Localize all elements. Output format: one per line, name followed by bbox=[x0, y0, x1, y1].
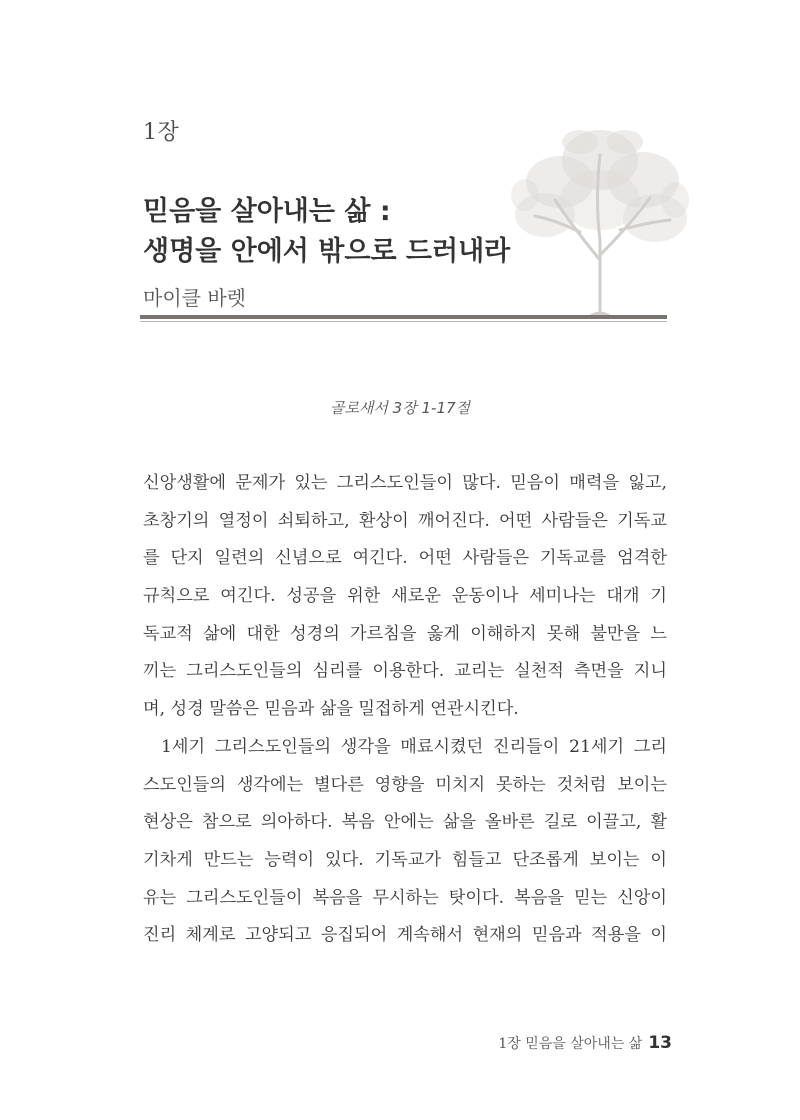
title-line-1: 믿음을 살아내는 삶 : bbox=[143, 196, 391, 227]
chapter-title bbox=[143, 192, 663, 272]
running-title: 1장 믿음을 살아내는 삶 bbox=[498, 1036, 643, 1052]
scripture-reference: 골로새서 3장 1-17절 bbox=[329, 399, 471, 417]
text-line: 규칙으로 여긴다. 성공을 위한 새로운 운동이나 세미나는 대개 기 bbox=[143, 586, 667, 607]
text-line: 유는 그리스도인들이 복음을 무시하는 탓이다. 복음을 믿는 신앙이 bbox=[143, 887, 667, 908]
text-line: 기차게 만드는 능력이 있다. 기독교가 힘들고 단조롭게 보이는 이 bbox=[143, 849, 667, 870]
title-rule-thin bbox=[140, 321, 667, 322]
author-name: 마이클 바렛 bbox=[143, 286, 246, 310]
page-number: 13 bbox=[648, 1033, 672, 1053]
text-line: 신앙생활에 문제가 있는 그리스도인들이 많다. 믿음이 매력을 잃고, bbox=[143, 473, 667, 493]
title-rule bbox=[140, 315, 667, 319]
text-line: 며, 성경 말씀은 믿음과 삶을 밀접하게 연관시킨다. bbox=[143, 699, 519, 720]
title-line-2: 생명을 안에서 밖으로 드러내라 bbox=[143, 236, 511, 267]
text-line: 1세기 그리스도인들의 생각을 매료시켰던 진리들이 21세기 그리 bbox=[161, 736, 667, 757]
text-line: 스도인들의 생각에는 별다른 영향을 미치지 못하는 것처럼 보이는 bbox=[143, 774, 667, 795]
text-line: 현상은 참으로 의아하다. 복음 안에는 삶을 올바른 길로 이끌고, 활 bbox=[143, 812, 667, 833]
chapter-label: 1장 bbox=[143, 120, 180, 145]
page-footer bbox=[498, 1033, 672, 1053]
text-line: 를 단지 일련의 신념으로 여긴다. 어떤 사람들은 기독교를 엄격한 bbox=[143, 548, 667, 569]
paragraph bbox=[143, 729, 667, 955]
paragraph bbox=[143, 465, 667, 729]
text-line: 진리 체계로 고양되고 응집되어 계속해서 현재의 믿음과 적용을 이 bbox=[143, 925, 667, 946]
text-line: 끼는 그리스도인들의 심리를 이용한다. 교리는 실천적 측면을 지니 bbox=[143, 661, 667, 682]
text-line: 초창기의 열정이 쇠퇴하고, 환상이 깨어진다. 어떤 사람들은 기독교 bbox=[143, 510, 667, 531]
text-line: 독교적 삶에 대한 성경의 가르침을 옳게 이해하지 못해 불만을 느 bbox=[143, 623, 667, 644]
body-text bbox=[143, 465, 667, 955]
